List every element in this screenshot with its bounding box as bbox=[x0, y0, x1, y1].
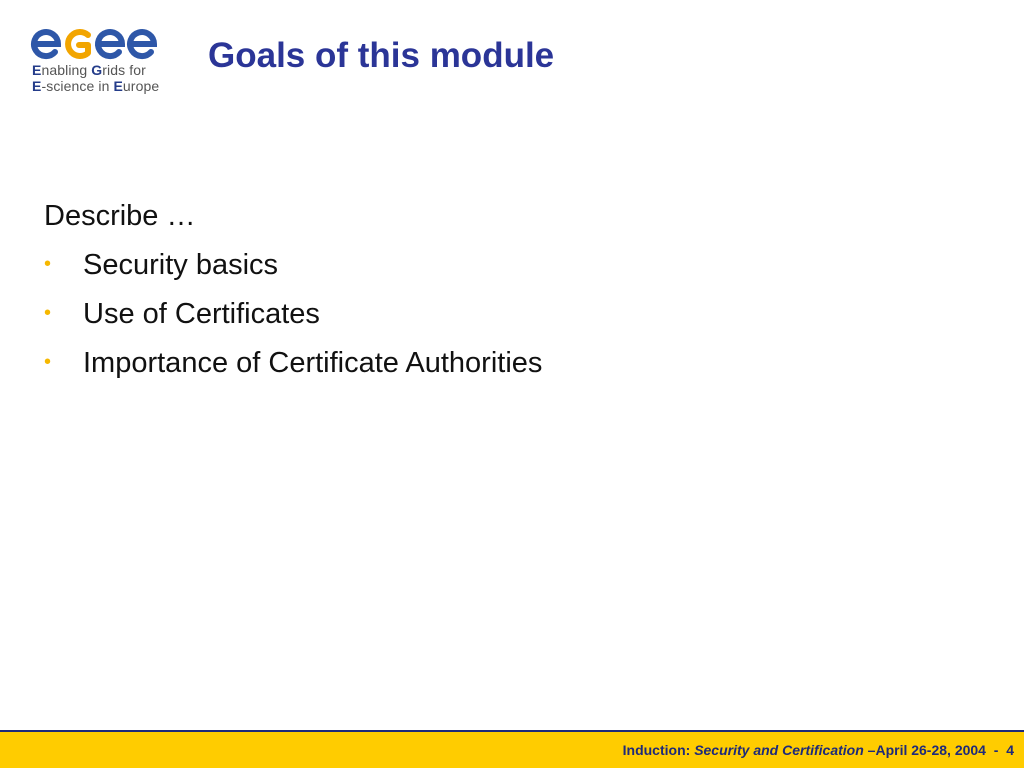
logo-tagline-line2: E-science in Europe bbox=[32, 78, 160, 94]
bullet-icon: • bbox=[44, 302, 52, 324]
bullet-list bbox=[44, 241, 944, 388]
footer-text bbox=[623, 741, 1014, 759]
bullet-text: Security basics bbox=[83, 249, 279, 281]
slide-title: Goals of this module bbox=[208, 36, 555, 75]
egee-wordmark-icon bbox=[30, 22, 160, 62]
bullet-item bbox=[44, 241, 944, 290]
egee-logo bbox=[30, 22, 170, 96]
footer-date: –April 26-28, 2004 bbox=[863, 742, 986, 758]
bullet-icon: • bbox=[44, 351, 52, 373]
intro-text: Describe … bbox=[44, 200, 196, 232]
footer-prefix: Induction: bbox=[622, 742, 695, 758]
bullet-text: Use of Certificates bbox=[83, 298, 320, 330]
slide-body bbox=[44, 192, 944, 388]
logo-tagline-line1: Enabling Grids for bbox=[32, 62, 146, 78]
bullet-item bbox=[44, 290, 944, 339]
bullet-icon: • bbox=[44, 253, 52, 275]
footer-separator: - bbox=[985, 742, 1007, 758]
bullet-item bbox=[44, 339, 944, 388]
page-number: 4 bbox=[1006, 742, 1014, 758]
bullet-text: Importance of Certificate Authorities bbox=[83, 347, 543, 379]
footer-bar bbox=[0, 730, 1024, 768]
footer-topic: Security and Certification bbox=[694, 742, 864, 758]
